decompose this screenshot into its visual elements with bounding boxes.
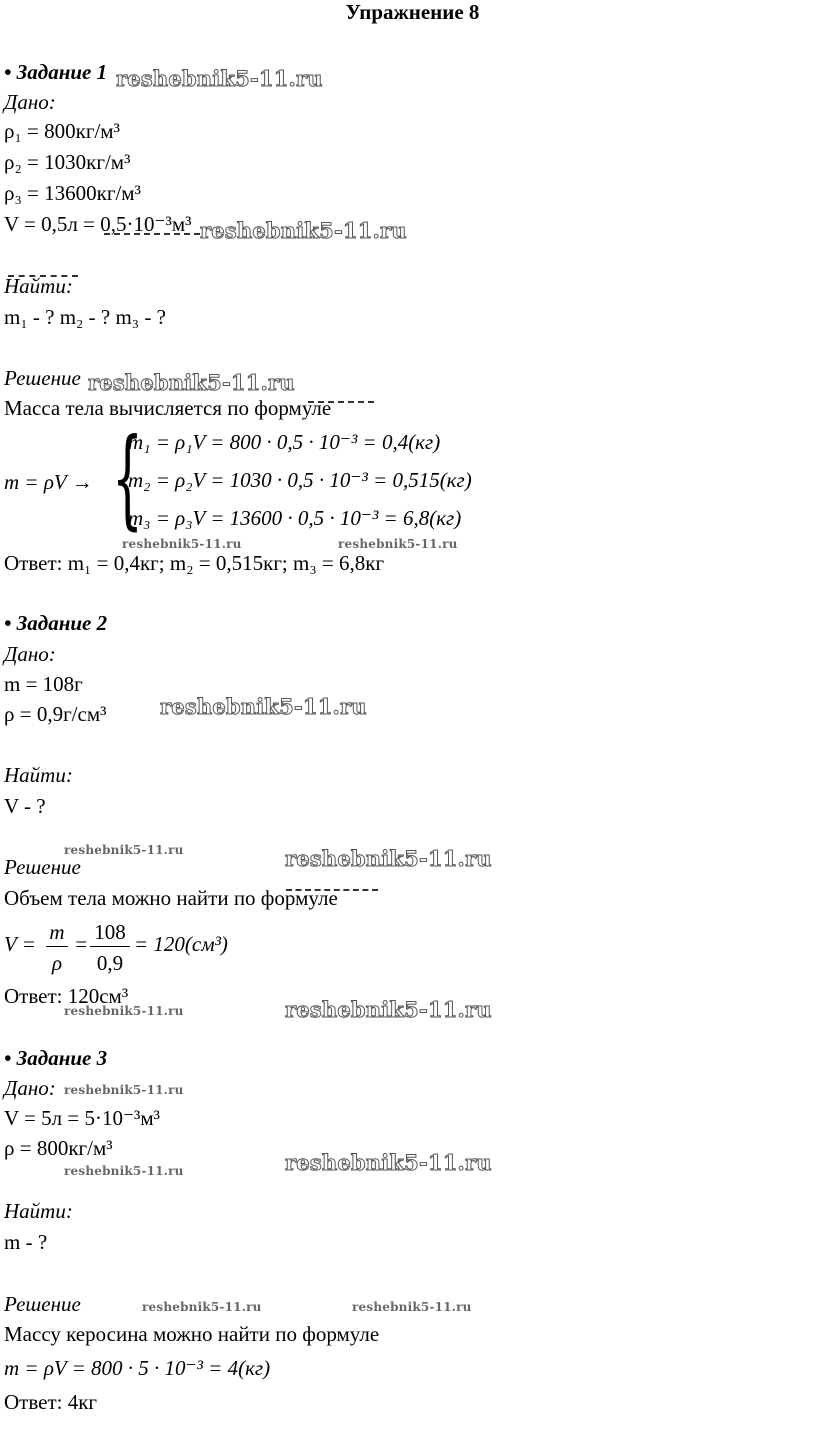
task2-solution-label: Решение <box>4 855 81 879</box>
task2-den1: ρ <box>51 951 63 975</box>
task3-formula: m = ρV = 800 · 5 · 10⁻³ = 4(кг) <box>4 1356 271 1380</box>
task3-volume: V = 5л = 5·10⁻³м³ <box>4 1106 160 1130</box>
page-title: Упражнение 8 <box>345 0 480 24</box>
scribble-mark <box>308 401 374 403</box>
task2-given-label: Дано: <box>4 642 56 666</box>
task2-find-label: Найти: <box>4 763 73 787</box>
task1-eq2: m₂ = ρ₂V = 1030 · 0,5 · 10⁻³ = 0,515(кг) <box>128 468 472 492</box>
task1-answer: Ответ: m₁ = 0,4кг; m₂ = 0,515кг; m₃ = 6,8кг <box>4 551 385 575</box>
task2-header: • Задание 2 <box>4 611 108 635</box>
task2-eq-sign: = <box>74 932 89 956</box>
task1-rho3: ρ₃ = 13600кг/м³ <box>4 181 141 205</box>
task3-rho: ρ = 800кг/м³ <box>4 1136 113 1160</box>
watermark: reshebnik5-11.ru <box>64 1083 184 1097</box>
task3-header: • Задание 3 <box>4 1046 108 1070</box>
task2-find: V - ? <box>4 794 46 818</box>
task3-solution-label: Решение <box>4 1292 81 1316</box>
watermark: reshebnik5-11.ru <box>122 537 242 551</box>
task1-eq3: m₃ = ρ₃V = 13600 · 0,5 · 10⁻³ = 6,8(кг) <box>128 506 462 530</box>
task2-num2: 108 <box>94 920 126 944</box>
watermark: reshebnik5-11.ru <box>285 846 492 871</box>
watermark: reshebnik5-11.ru <box>64 843 184 857</box>
task3-solution-text: Массу керосина можно найти по формуле <box>4 1322 380 1346</box>
task1-find-label: Найти: <box>4 274 73 298</box>
task3-find-label: Найти: <box>4 1199 73 1223</box>
watermark: reshebnik5-11.ru <box>338 537 458 551</box>
fraction-bar-1 <box>46 946 68 947</box>
task1-given-label: Дано: <box>4 90 56 114</box>
watermark: reshebnik5-11.ru <box>116 66 323 91</box>
watermark: reshebnik5-11.ru <box>352 1300 472 1314</box>
watermark: reshebnik5-11.ru <box>160 694 367 719</box>
task1-find: m₁ - ? m₂ - ? m₃ - ? <box>4 305 166 329</box>
watermark: reshebnik5-11.ru <box>88 370 295 395</box>
scribble-mark <box>8 275 78 277</box>
watermark: reshebnik5-11.ru <box>64 1164 184 1178</box>
watermark: reshebnik5-11.ru <box>64 1004 184 1018</box>
watermark: reshebnik5-11.ru <box>285 1150 492 1175</box>
watermark: reshebnik5-11.ru <box>200 218 407 243</box>
task1-solution-text: Масса тела вычисляется по формуле <box>4 396 332 420</box>
task1-eq1: m₁ = ρ₁V = 800 · 0,5 · 10⁻³ = 0,4(кг) <box>128 430 441 454</box>
task1-rho1: ρ₁ = 800кг/м³ <box>4 119 120 143</box>
task2-mass: m = 108г <box>4 672 83 696</box>
task2-den2: 0,9 <box>96 951 124 975</box>
scribble-mark <box>104 233 200 235</box>
task2-num1: m <box>49 920 65 944</box>
watermark: reshebnik5-11.ru <box>285 997 492 1022</box>
task2-solution-text: Объем тела можно найти по формуле <box>4 886 338 910</box>
task2-result: = 120(см³) <box>134 932 228 956</box>
task2-formula-v: V = <box>4 932 36 956</box>
task3-find: m - ? <box>4 1230 48 1254</box>
scribble-mark <box>286 889 378 891</box>
task1-solution-label: Решение <box>4 366 81 390</box>
task3-given-label: Дано: <box>4 1076 56 1100</box>
task2-answer: Ответ: 120см³ <box>4 984 129 1008</box>
task1-header: • Задание 1 <box>4 60 108 84</box>
watermark: reshebnik5-11.ru <box>142 1300 262 1314</box>
task1-volume: V = 0,5л = 0,5·10⁻³м³ <box>4 212 192 236</box>
task2-rho: ρ = 0,9г/см³ <box>4 702 107 726</box>
task1-formula-left: m = ρV → <box>4 470 93 494</box>
system-brace: { <box>112 416 143 541</box>
fraction-bar-2 <box>90 946 130 947</box>
task1-rho2: ρ₂ = 1030кг/м³ <box>4 150 131 174</box>
task3-answer: Ответ: 4кг <box>4 1390 98 1414</box>
